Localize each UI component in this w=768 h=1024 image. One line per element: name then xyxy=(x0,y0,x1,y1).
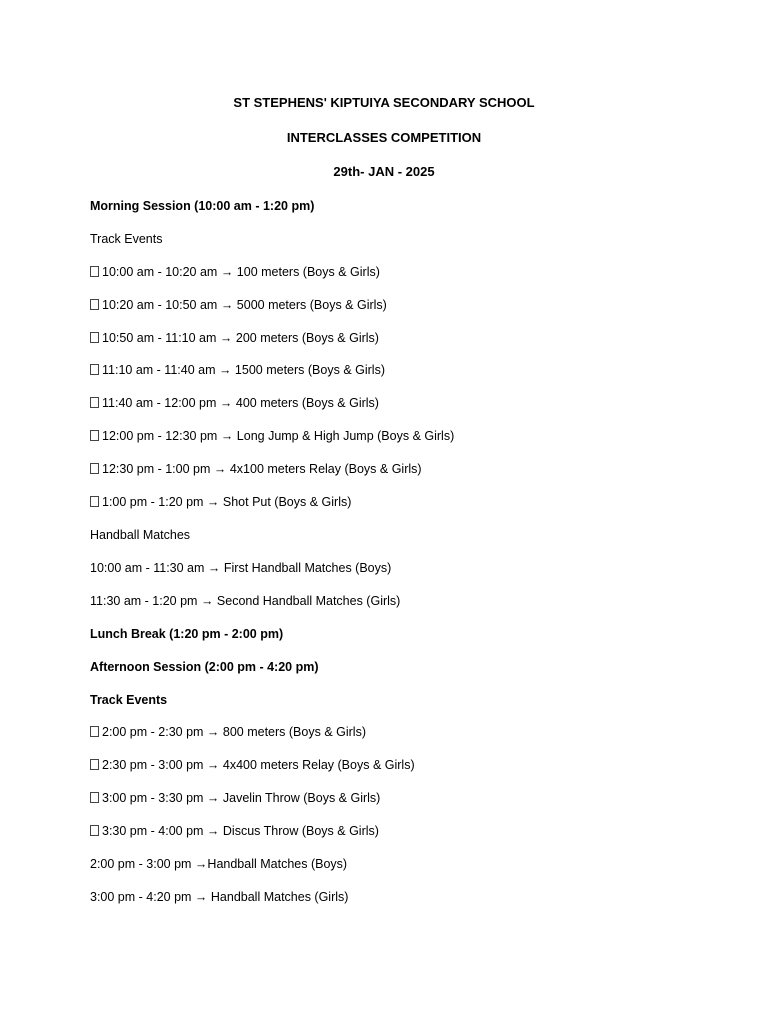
bullet-icon xyxy=(90,364,99,375)
bullet-icon xyxy=(90,266,99,277)
bullet-icon xyxy=(90,299,99,310)
morning-track-label: Track Events xyxy=(90,232,163,246)
morning-handball-item: 10:00 am - 11:30 am → First Handball Matches (Boys) xyxy=(90,561,392,575)
afternoon-track-item: 3:30 pm - 4:00 pm → Discus Throw (Boys & Girls) xyxy=(90,823,379,839)
morning-track-item: 10:20 am - 10:50 am → 5000 meters (Boys & Girls) xyxy=(90,297,387,313)
bullet-icon xyxy=(90,332,99,343)
bullet-icon xyxy=(90,496,99,507)
bullet-icon xyxy=(90,463,99,474)
bullet-icon xyxy=(90,397,99,408)
morning-track-item: 12:30 pm - 1:00 pm → 4x100 meters Relay (Boys & Girls) xyxy=(90,461,422,477)
bullet-icon xyxy=(90,726,99,737)
bullet-icon xyxy=(90,759,99,770)
morning-track-item: 12:00 pm - 12:30 pm → Long Jump & High Jump (Boys & Girls) xyxy=(90,428,454,444)
school-name: ST STEPHENS' KIPTUIYA SECONDARY SCHOOL xyxy=(233,95,535,110)
morning-track-item: 1:00 pm - 1:20 pm → Shot Put (Boys & Girls) xyxy=(90,494,351,510)
bullet-icon xyxy=(90,792,99,803)
afternoon-session-title: Afternoon Session (2:00 pm - 4:20 pm) xyxy=(90,660,319,674)
afternoon-track-label: Track Events xyxy=(90,693,168,707)
afternoon-handball-item: 3:00 pm - 4:20 pm → Handball Matches (Girls) xyxy=(90,890,349,904)
afternoon-track-item: 2:00 pm - 2:30 pm → 800 meters (Boys & Girls) xyxy=(90,724,366,740)
morning-handball-item: 11:30 am - 1:20 pm → Second Handball Matches (Girls) xyxy=(90,594,401,608)
afternoon-handball-item: 2:00 pm - 3:00 pm →Handball Matches (Boys) xyxy=(90,857,348,871)
lunch-break: Lunch Break (1:20 pm - 2:00 pm) xyxy=(90,627,284,641)
morning-track-item: 10:50 am - 11:10 am → 200 meters (Boys & Girls) xyxy=(90,330,379,346)
morning-track-item: 11:10 am - 11:40 am → 1500 meters (Boys & Girls) xyxy=(90,362,385,378)
afternoon-track-item: 2:30 pm - 3:00 pm → 4x400 meters Relay (Boys & Girls) xyxy=(90,757,415,773)
afternoon-track-item: 3:00 pm - 3:30 pm → Javelin Throw (Boys & Girls) xyxy=(90,790,380,806)
morning-track-item: 11:40 am - 12:00 pm → 400 meters (Boys & Girls) xyxy=(90,395,379,411)
morning-session-title: Morning Session (10:00 am - 1:20 pm) xyxy=(90,199,315,213)
bullet-icon xyxy=(90,825,99,836)
bullet-icon xyxy=(90,430,99,441)
event-title: INTERCLASSES COMPETITION xyxy=(286,130,482,145)
morning-handball-label: Handball Matches xyxy=(90,528,191,542)
event-date: 29th- JAN - 2025 xyxy=(333,164,435,179)
morning-track-item: 10:00 am - 10:20 am → 100 meters (Boys & Girls) xyxy=(90,264,380,280)
